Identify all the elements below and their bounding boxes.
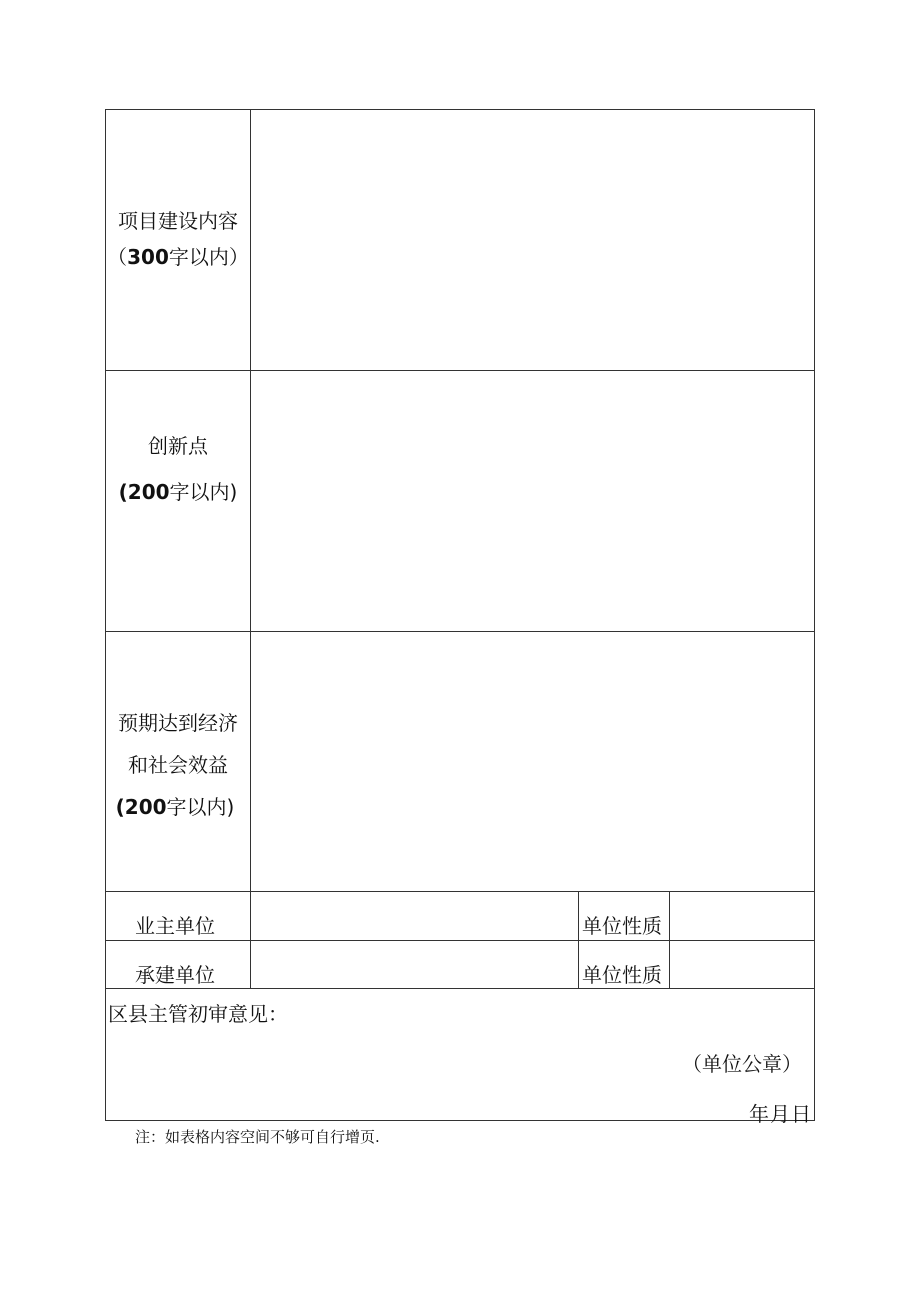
construction-content-limit: （300字以内） (107, 245, 249, 269)
benefits-title-line2: 和社会效益 (128, 753, 228, 777)
owner-nature-label: 单位性质 (582, 914, 662, 938)
benefits-title-line1: 预期达到经济 (118, 711, 238, 735)
construction-content-title: 项目建设内容 (118, 209, 238, 233)
innovation-title: 创新点 (148, 434, 208, 458)
date-label: 年月日 (749, 1102, 812, 1126)
innovation-limit: (200字以内) (118, 480, 238, 504)
innovation-field[interactable] (251, 371, 814, 631)
application-form-table (105, 109, 815, 1126)
contractor-nature-field[interactable] (670, 941, 814, 988)
benefits-limit: (200字以内) (115, 795, 235, 819)
unit-seal-label: （单位公章） (682, 1052, 802, 1076)
benefits-field[interactable] (251, 632, 814, 891)
construction-content-label (106, 208, 250, 270)
review-opinion-title: 区县主管初审意见： (108, 1002, 288, 1026)
owner-unit-field[interactable] (251, 892, 578, 940)
footnote: 注：如表格内容空间不够可自行增页. (135, 1128, 380, 1146)
row-divider (106, 988, 814, 989)
contractor-unit-label: 承建单位 (135, 963, 215, 987)
contractor-nature-label: 单位性质 (582, 963, 662, 987)
innovation-label (106, 433, 250, 505)
contractor-unit-field[interactable] (251, 941, 578, 988)
benefits-label (106, 710, 250, 820)
owner-nature-field[interactable] (670, 892, 814, 940)
construction-content-field[interactable] (251, 110, 814, 370)
owner-unit-label: 业主单位 (135, 914, 215, 938)
nature-label-divider (578, 891, 579, 988)
